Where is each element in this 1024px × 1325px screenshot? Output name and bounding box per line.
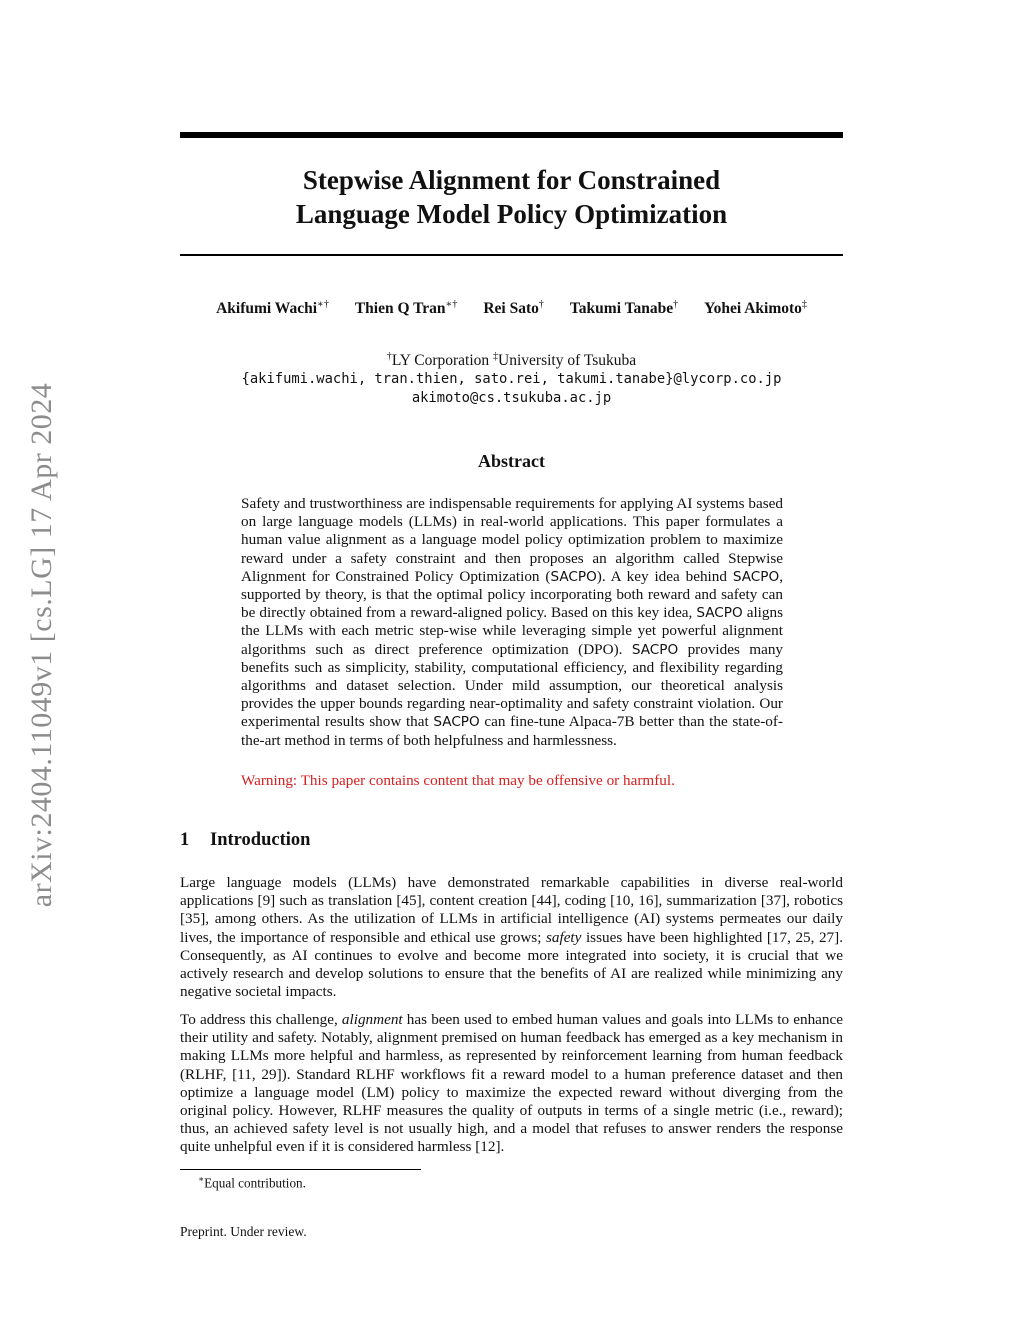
author: Thien Q Tran∗† [354,299,458,318]
content-warning: Warning: This paper contains content that may be offensive or harmful. [241,772,675,789]
affiliation-orgs: †LY Corporation ‡University of Tsukuba [386,351,637,370]
author: Takumi Tanabe† [569,299,679,318]
method-name: SACPO [732,568,780,585]
section-number: 1 [180,830,190,850]
title-line-1: Stepwise Alignment for Constrained [302,165,721,195]
emails-line-2: akimoto@cs.tsukuba.ac.jp [411,390,612,407]
method-name: SACPO [433,714,480,731]
affiliations [180,347,843,408]
author: Rei Sato† [483,299,544,318]
method-name: SACPO [631,641,679,658]
title-line-2: Language Model Policy Optimization [295,199,728,229]
method-name: SACPO [696,605,743,622]
intro-paragraph-2: To address this challenge, alignment has been used to embed human values and goals into LLMs to enhance their utility and safety. Notably, alignment premised on human feedback has emerged as a key mechanism in making LLMs more helpful and harmless, as represented by reinforcement learning from human feedback (RLHF, [11, 29]). Standard RLHF workflows fit a reward model to a human preference dataset and then optimize a language model (LM) policy to maximize the expected reward without diverging from the original policy. However, RLHF measures the quality of outputs in terms of a single metric (i.e., reward); thus, an achieved safety level is not usually high, and a model that refuses to answer renders the response quite unhelpful even if it is considered harmless [12]. [180,1011,843,1156]
author: Yohei Akimoto‡ [704,299,807,318]
intro-paragraph-1: Large language models (LLMs) have demonstrated remarkable capabilities in diverse real-world applications [9] such as translation [45], content creation [44], coding [10, 16], summarization [37], robotics [35], among others. As the utilization of LLMs in artificial intelligence (AI) systems permeates our daily lives, the importance of responsible and ethical use grows; safety issues have been highlighted [17, 25, 27]. Consequently, as AI continues to evolve and become more integrated into society, it is crucial that we actively research and develop solutions to ensure that the benefits of AI are realized while minimizing any negative societal impacts. [180,874,844,1001]
paper-title [180,163,843,231]
footnote-rule [180,1169,421,1170]
section-title: Introduction [210,830,311,850]
abstract-body: Safety and trustworthiness are indispensable requirements for applying AI systems based on large language models (LLMs) in real-world applications. This paper formulates a human value alignment as a language model policy optimization problem to maximize reward under a safety constraint and then proposes an algorithm called Stepwise Alignment for Constrained Policy Optimization (SACPO). A key idea behind SACPO, supported by theory, is that the optimal policy incorporating both reward and safety can be directly obtained from a reward-aligned policy. Based on this key idea, SACPO aligns the LLMs with each metric step-wise while leveraging simple yet powerful alignment algorithms such as direct preference optimization (DPO). SACPO provides many benefits such as simplicity, stability, computational efficiency, and flexibility regarding algorithms and dataset selection. Under mild assumption, our theoretical analysis provides the upper bounds regarding near-optimality and safety constraint violation. Our experimental results show that SACPO can fine-tune Alpaca-7B better than the state-of-the-art method in terms of both helpfulness and harmlessness. [241,495,784,749]
emails-line-1: {akifumi.wachi, tran.thien, sato.rei, takumi.tanabe}@lycorp.co.jp [241,371,782,388]
abstract-heading: Abstract [478,451,545,471]
method-name: SACPO [550,568,597,585]
author-list [180,299,843,318]
footnote: ∗Equal contribution. [198,1174,306,1191]
section-heading [180,830,310,851]
author: Akifumi Wachi∗† [216,299,329,318]
preprint-note: Preprint. Under review. [180,1224,307,1239]
title-rule-bottom [180,254,843,256]
arxiv-stamp: arXiv:2404.11049v1 [cs.LG] 17 Apr 2024 [25,382,58,908]
title-rule-top [180,132,843,138]
